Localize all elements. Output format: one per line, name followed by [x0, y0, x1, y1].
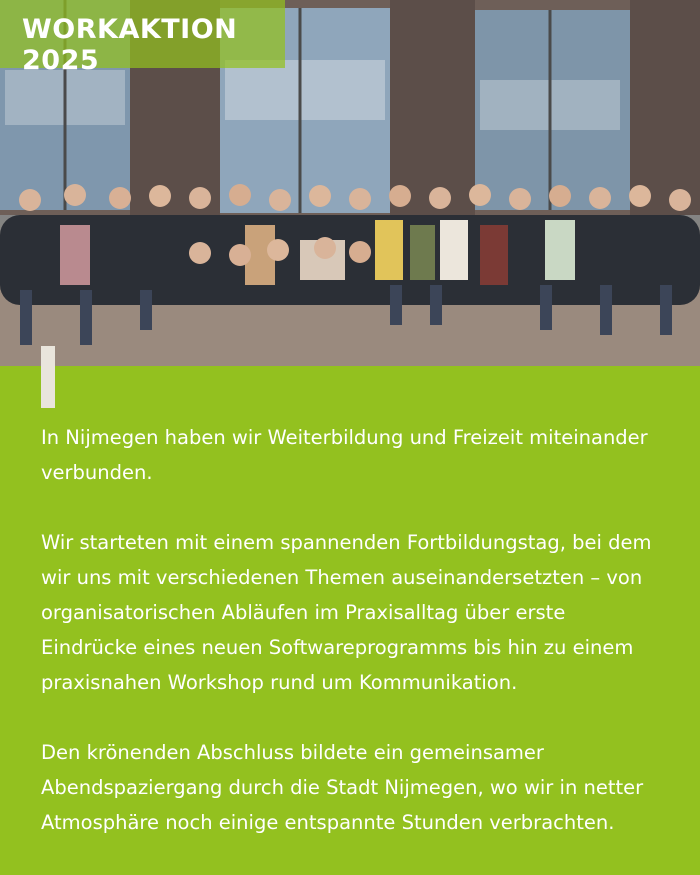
page-title: WORKAKTION 2025: [22, 14, 238, 76]
accent-bar: [41, 346, 55, 408]
paragraph-training: Wir starteten mit einem spannenden Fortbildungstag, bei dem wir uns mit verschiedenen Themen auseinandersetzten – von organisatorischen Abläufen im Praxisalltag über erste Eindrücke eines neuen Softwareprogramms bis hin zu einem praxisnahen Workshop rund um Kommunikation.: [41, 531, 652, 694]
title-banner: [0, 0, 285, 76]
paragraph-evening: Den krönenden Abschluss bildete ein gemeinsamer Abendspaziergang durch die Stadt Nijmegen, wo wir in netter Atmosphäre noch einige entspannte Stunden verbrachten.: [41, 741, 644, 834]
body-text: [41, 420, 661, 875]
paragraph-intro: In Nijmegen haben wir Weiterbildung und Freizeit miteinander verbunden.: [41, 426, 648, 484]
